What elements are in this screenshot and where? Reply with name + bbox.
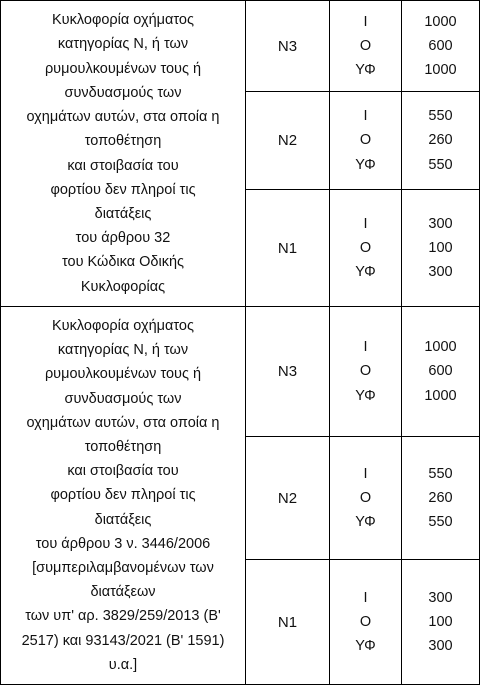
description-line: διατάξεις <box>94 511 152 528</box>
code: Ο <box>359 239 372 256</box>
table-row <box>1 1 480 92</box>
vehicle-category: Ν3 <box>246 307 330 437</box>
description-line: ρυμουλκουμένων τους ή <box>44 60 202 77</box>
violation-description <box>1 1 246 307</box>
code: ΥΦ <box>355 62 376 79</box>
penalty-codes <box>330 1 402 92</box>
description-line: τοποθέτηση <box>84 133 162 150</box>
code: ΥΦ <box>355 387 376 404</box>
amount: 100 <box>428 613 453 630</box>
description-line: [συμπεριλαμβανομένων των <box>32 560 214 576</box>
penalty-amounts <box>402 307 480 437</box>
description-line: φορτίου δεν πληροί τις <box>50 181 196 198</box>
penalty-amounts <box>402 560 480 685</box>
penalty-amounts <box>402 1 480 92</box>
penalty-codes <box>330 560 402 685</box>
description-line: ρυμουλκουμένων τους ή <box>44 366 202 383</box>
vehicle-category: Ν1 <box>246 560 330 685</box>
amount: 300 <box>428 638 453 655</box>
amount: 260 <box>428 132 453 149</box>
code: Ι <box>363 589 368 606</box>
amount: 550 <box>428 514 453 531</box>
amount: 300 <box>428 589 453 606</box>
amount: 550 <box>428 156 453 173</box>
amount: 1000 <box>424 339 457 356</box>
amount: 300 <box>428 264 453 281</box>
code: ΥΦ <box>355 264 376 281</box>
description-line: του Κώδικα Οδικής <box>61 254 184 271</box>
code: Ο <box>359 363 372 380</box>
code: Ι <box>363 108 368 125</box>
description-line: των υπ' αρ. 3829/259/2013 (Β' <box>25 608 221 625</box>
amount: 600 <box>428 37 453 54</box>
description-line: Κυκλοφορία οχήματος <box>52 12 194 29</box>
description-line: διατάξεις <box>94 205 152 222</box>
description-line: οχημάτων αυτών, στα οποία η <box>26 414 220 431</box>
description-line: οχημάτων αυτών, στα οποία η <box>26 109 220 126</box>
code: Ο <box>359 132 372 149</box>
description-line: τοποθέτηση <box>84 438 162 455</box>
code: ΥΦ <box>355 514 376 531</box>
vehicle-category: Ν2 <box>246 92 330 190</box>
amount: 1000 <box>424 387 457 404</box>
code: Ι <box>363 465 368 482</box>
code: ΥΦ <box>355 156 376 173</box>
description-line: υ.α.] <box>108 656 138 673</box>
amount: 1000 <box>424 62 457 79</box>
description-line: και στοιβασία του <box>67 157 179 174</box>
amount: 100 <box>428 239 453 256</box>
description-line: και στοιβασία του <box>67 463 179 480</box>
description-line: κατηγορίας Ν, ή των <box>57 36 189 53</box>
description-line: φορτίου δεν πληροί τις <box>50 487 196 504</box>
table-row <box>1 307 480 437</box>
penalty-codes <box>330 92 402 190</box>
code: Ο <box>359 37 372 54</box>
amount: 300 <box>428 215 453 232</box>
amount: 600 <box>428 363 453 380</box>
description-line: συνδυασμούς των <box>64 84 182 101</box>
penalty-codes <box>330 437 402 560</box>
amount: 260 <box>428 489 453 506</box>
vehicle-category: Ν1 <box>246 190 330 307</box>
penalty-codes <box>330 307 402 437</box>
description-line: του άρθρου 32 <box>75 230 171 247</box>
description-line: συνδυασμούς των <box>64 390 182 407</box>
description-line: του άρθρου 3 ν. 3446/2006 <box>35 535 211 552</box>
code: Ο <box>359 613 372 630</box>
penalty-amounts <box>402 437 480 560</box>
amount: 550 <box>428 465 453 482</box>
amount: 1000 <box>424 13 457 30</box>
description-line: Κυκλοφορίας <box>80 278 166 295</box>
code: Ι <box>363 339 368 356</box>
description-line: 2517) και 93143/2021 (Β' 1591) <box>21 632 225 649</box>
code: Ο <box>359 489 372 506</box>
vehicle-category: Ν2 <box>246 437 330 560</box>
penalty-codes <box>330 190 402 307</box>
penalty-amounts <box>402 92 480 190</box>
violation-description <box>1 307 246 685</box>
code: Ι <box>363 13 368 30</box>
description-line: κατηγορίας Ν, ή των <box>57 342 189 359</box>
description-line: διατάξεων <box>90 584 156 601</box>
penalty-amounts <box>402 190 480 307</box>
description-line: Κυκλοφορία οχήματος <box>52 317 194 334</box>
vehicle-category: Ν3 <box>246 1 330 92</box>
code: ΥΦ <box>355 638 376 655</box>
amount: 550 <box>428 108 453 125</box>
code: Ι <box>363 215 368 232</box>
